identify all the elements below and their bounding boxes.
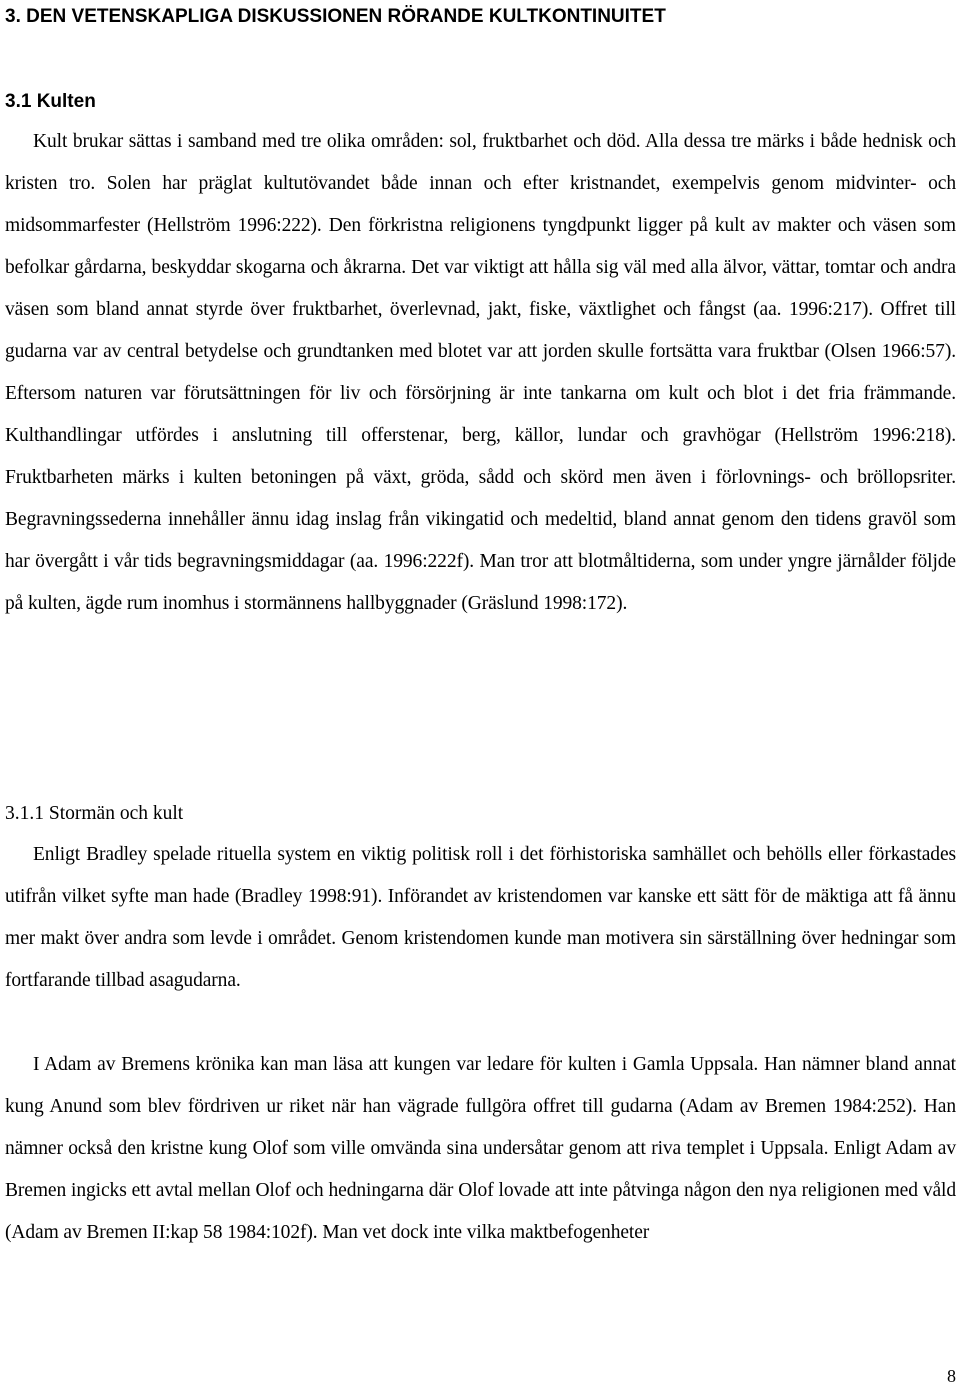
subsection-title: 3.1.1 Stormän och kult [5, 803, 184, 824]
subsection-paragraph-2: I Adam av Bremens krönika kan man läsa att kungen var ledare för kulten i Gamla Uppsala. Han nämner bland annat kung Anund som blev fördriven ur riket när han vägrade fullgöra offret till gudarna (Adam av Bremen 1984:252). Han nämner också den kristne kung Olof som ville omvända sina undersåtar genom att riva templet i Uppsala. Enligt Adam av Bremen ingicks ett avtal mellan Olof och hedningarna där Olof lovade att inte påtvinga någon den nya religionen med våld (Adam av Bremen II:kap 58 1984:102f). Man vet dock inte vilka maktbefogenheter [5, 1054, 956, 1243]
section-paragraph: Kult brukar sättas i samband med tre olika områden: sol, fruktbarhet och död. Alla dessa tre märks i både hednisk och kristen tro. Solen har präglat kultutövandet både innan och efter kristnandet, exempelvis genom midvinter- och midsommarfester (Hellström 1996:222). Den förkristna religionens tyngdpunkt ligger på kult av makter och väsen som befolkar gårdarna, beskyddar skogarna och åkrarna. Det var viktigt att hålla sig väl med alla älvor, vättar, tomtar och andra väsen som bland annat styrde över fruktbarhet, överlevnad, jakt, fiske, växtlighet och fångst (aa. 1996:217). Offret till gudarna var av central betydelse och grundtanken med blotet var att jorden skulle fortsätta vara fruktbar (Olsen 1966:57). Eftersom naturen var förutsättningen för liv och försörjning är inte tankarna om kult och blot i det fria främmande. Kulthandlingar utfördes i anslutning till offerstenar, berg, källor, lundar och gravhögar (Hellström 1996:218). Fruktbarheten märks i kulten betoningen på växt, gröda, sådd och skörd men även i förlovnings- och bröllopsriter. Begravningssederna innehåller ännu idag inslag från vikingatid och medeltid, bland annat genom den tidens gravöl som har övergått i vår tids begravningsmiddagar (aa. 1996:222f). Man tror att blotmåltiderna, som under yngre järnålder följde på kulten, ägde rum inomhus i stormännens hallbyggnader (Gräslund 1998:172). [5, 131, 956, 614]
section-title: 3.1 Kulten [5, 91, 96, 112]
page-number: 8 [947, 1366, 956, 1386]
subsection-paragraph-1: Enligt Bradley spelade rituella system en viktig politisk roll i det förhistoriska samhället och behölls eller förkastades utifrån vilket syfte man hade (Bradley 1998:91). Införandet av kristendomen var kanske ett sätt för de mäktiga att få ännu mer makt över andra som levde i området. Genom kristendomen kunde man motivera sin särställning över hedningar som fortfarande tillbad asagudarna. [5, 844, 956, 991]
chapter-title: 3. DEN VETENSKAPLIGA DISKUSSIONEN RÖRANDE KULTKONTINUITET [5, 6, 666, 27]
